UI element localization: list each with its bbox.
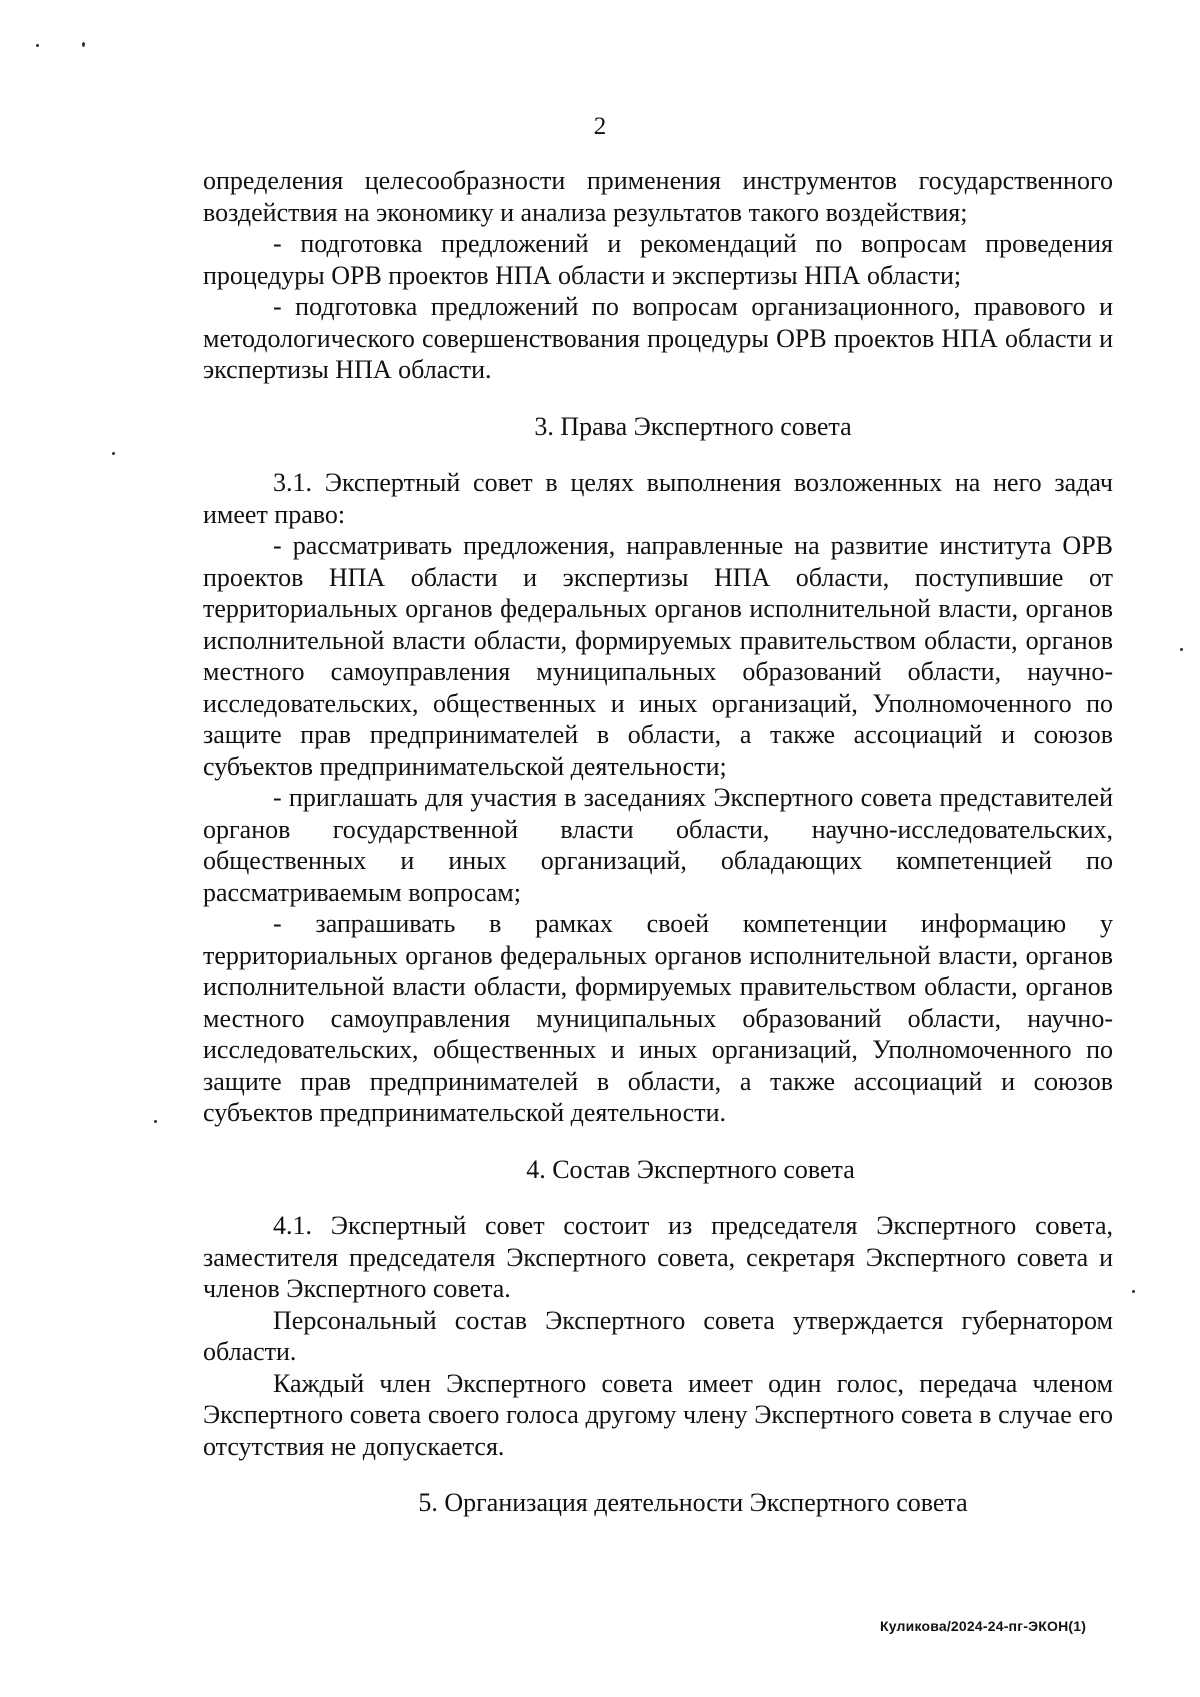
paragraph: определения целесообразности применения инструментов государственного воздействия на экономику и анализа результатов такого воздействия; <box>203 166 1113 227</box>
scan-speck <box>1180 648 1183 651</box>
section-5-heading: 5. Организация деятельности Экспертного совета <box>418 1488 968 1517</box>
document-code: Куликова/2024-24-пг-ЭКОН(1) <box>880 1618 1087 1634</box>
paragraph: - подготовка предложений и рекомендаций по вопросам проведения процедуры ОРВ проектов НПА области и экспертизы НПА области; <box>203 229 1113 290</box>
paragraph: 3.1. Экспертный совет в целях выполнения возложенных на него задач имеет право: <box>203 468 1113 529</box>
paragraph: - приглашать для участия в заседаниях Экспертного совета представителей органов государственной власти области, научно-исследовательских, общественных и иных организаций, обладающих компетенцией по рассматриваемым вопросам; <box>203 783 1113 907</box>
paragraph: - запрашивать в рамках своей компетенции информацию у территориальных органов федеральных органов исполнительной власти, органов исполнительной власти области, формируемых правительством области, органов местного самоуправления муниципальных образований области, научно-исследовательских, общественных и иных организаций, Уполномоченного по защите прав предпринимателей в области, а также ассоциаций и союзов субъектов предпринимательской деятельности. <box>203 909 1113 1127</box>
scan-speck <box>1132 1290 1135 1293</box>
paragraph: - рассматривать предложения, направленные на развитие института ОРВ проектов НПА области и экспертизы НПА области, поступившие от территориальных органов федеральных органов исполнительной власти, органов исполнительной власти области, формируемых правительством области, органов местного самоуправления муниципальных образований области, научно-исследовательских, общественных и иных организаций, Уполномоченного по защите прав предпринимателей в области, а также ассоциаций и союзов субъектов предпринимательской деятельности; <box>203 531 1113 781</box>
page-number: 2 <box>593 113 607 140</box>
scan-speck <box>36 44 39 47</box>
paragraph: Каждый член Экспертного совета имеет один голос, передача членом Экспертного совета своего голоса другому члену Экспертного совета в случае его отсутствия не допускается. <box>203 1368 1113 1461</box>
scan-speck <box>112 452 115 455</box>
section-4-heading: 4. Состав Экспертного совета <box>526 1154 855 1184</box>
document-body <box>203 165 1113 1519</box>
paragraph: 4.1. Экспертный совет состоит из председателя Экспертного совета, заместителя председателя Экспертного совета, секретаря Экспертного совета и членов Экспертного совета. <box>203 1211 1113 1303</box>
scan-speck <box>154 1120 157 1123</box>
section-3-heading: 3. Права Экспертного совета <box>534 411 852 441</box>
paragraph: Персональный состав Экспертного совета утверждается губернатором области. <box>203 1305 1113 1366</box>
paragraph: - подготовка предложений по вопросам организационного, правового и методологического совершенствования процедуры ОРВ проектов НПА области и экспертизы НПА области. <box>203 292 1113 384</box>
scan-speck <box>82 42 85 47</box>
